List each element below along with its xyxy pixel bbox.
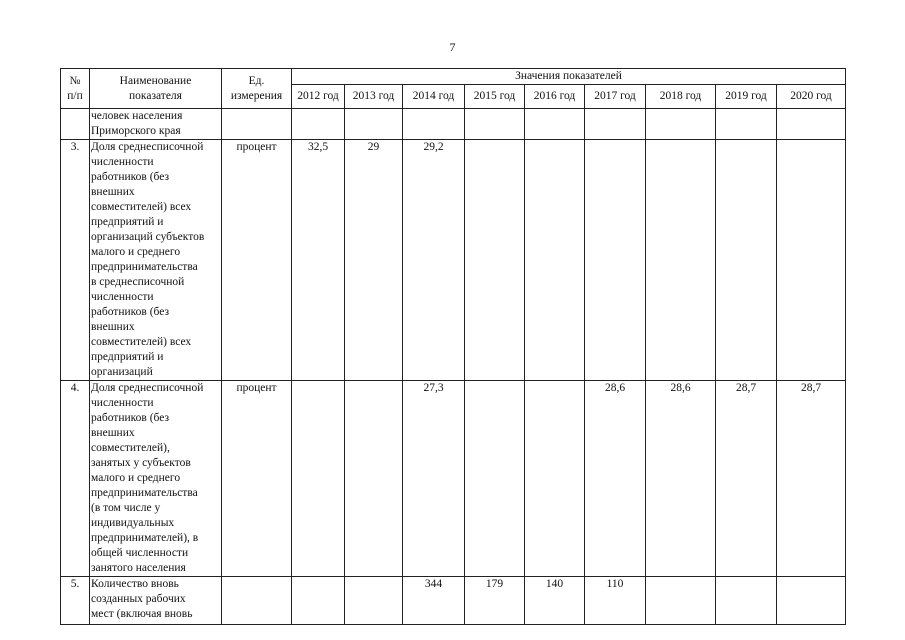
header-year-2015: 2015 год (465, 85, 525, 109)
value-cell (646, 140, 716, 381)
unit-cell: процент (222, 140, 292, 381)
value-cell (403, 109, 465, 140)
header-unit (222, 69, 292, 109)
value-cell (292, 381, 345, 577)
table-row (61, 381, 846, 577)
indicator-name-line: предприятий и (91, 351, 164, 363)
value-cell (646, 577, 716, 625)
indicator-name-line: предпринимательства (91, 487, 198, 499)
indicator-name-line: работников (без (91, 306, 170, 318)
indicator-name-line: (в том числе у (91, 502, 161, 514)
value-cell: 140 (525, 577, 585, 625)
header-num-line1: № (69, 74, 81, 87)
indicator-name-line: численности (91, 397, 154, 409)
header-unit-line1: Ед. (248, 74, 265, 87)
value-cell: 28,7 (777, 381, 846, 577)
indicator-name-line: занятого населения (91, 562, 186, 574)
value-cell (716, 140, 777, 381)
indicator-name-line: работников (без (91, 412, 170, 424)
table-row (61, 109, 846, 140)
value-cell (345, 381, 403, 577)
header-year-2018: 2018 год (646, 85, 716, 109)
value-cell (465, 140, 525, 381)
indicator-name-line: организаций субъектов (91, 231, 205, 243)
table-row (61, 577, 846, 625)
unit-cell: процент (222, 381, 292, 577)
header-name-line2: показателя (129, 89, 182, 102)
value-cell: 28,6 (585, 381, 646, 577)
indicator-name-line: численности (91, 156, 154, 168)
indicator-name-line: малого и среднего (91, 246, 181, 258)
value-cell (525, 381, 585, 577)
indicator-name (90, 577, 222, 625)
value-cell (345, 109, 403, 140)
indicator-name-line: внешних (91, 186, 135, 198)
header-year-2016: 2016 год (525, 85, 585, 109)
row-number: 5. (61, 577, 90, 625)
indicator-name-line: Доля среднесписочной (91, 141, 204, 153)
value-cell: 29,2 (403, 140, 465, 381)
indicator-name-line: совместителей) всех (91, 201, 192, 213)
indicator-name-line: предпринимателей), в (91, 532, 199, 544)
header-year-2013: 2013 год (345, 85, 403, 109)
unit-cell (222, 577, 292, 625)
value-cell (465, 381, 525, 577)
value-cell: 110 (585, 577, 646, 625)
header-year-2019: 2019 год (716, 85, 777, 109)
header-year-2020: 2020 год (777, 85, 846, 109)
unit-cell (222, 109, 292, 140)
row-number: 3. (61, 140, 90, 381)
header-values-group: Значения показателей (292, 69, 846, 85)
indicator-name-line: созданных рабочих (91, 593, 186, 605)
value-cell (777, 140, 846, 381)
value-cell (525, 140, 585, 381)
row-number (61, 109, 90, 140)
indicator-name-line: внешних (91, 321, 135, 333)
indicator-name-line: внешних (91, 427, 135, 439)
indicator-name-line: мест (включая вновь (91, 608, 193, 620)
indicator-name (90, 109, 222, 140)
value-cell (716, 109, 777, 140)
header-year-2012: 2012 год (292, 85, 345, 109)
header-year-2017: 2017 год (585, 85, 646, 109)
indicator-name-line: Доля среднесписочной (91, 382, 204, 394)
indicator-name-line: индивидуальных (91, 517, 175, 529)
value-cell: 29 (345, 140, 403, 381)
value-cell (585, 140, 646, 381)
value-cell: 32,5 (292, 140, 345, 381)
header-unit-line2: измерения (230, 89, 283, 102)
indicator-name-line: предприятий и (91, 216, 164, 228)
indicator-name-line: предпринимательства (91, 261, 198, 273)
value-cell (777, 109, 846, 140)
header-name-line1: Наименование (119, 74, 192, 87)
value-cell (465, 109, 525, 140)
value-cell (585, 109, 646, 140)
indicator-name-line: в среднесписочной (91, 276, 185, 288)
value-cell (646, 109, 716, 140)
value-cell (345, 577, 403, 625)
indicator-name-line: человек населения (91, 110, 183, 122)
header-year-2014: 2014 год (403, 85, 465, 109)
value-cell (292, 577, 345, 625)
indicator-name-line: занятых у субъектов (91, 457, 191, 469)
header-num-line2: п/п (67, 89, 83, 102)
page-number: 7 (449, 40, 456, 54)
value-cell (716, 577, 777, 625)
value-cell: 179 (465, 577, 525, 625)
value-cell (292, 109, 345, 140)
value-cell: 27,3 (403, 381, 465, 577)
indicator-name-line: Приморского края (91, 125, 181, 137)
indicator-name-line: совместителей), (91, 442, 170, 454)
indicator-name-line: совместителей) всех (91, 336, 192, 348)
value-cell (525, 109, 585, 140)
indicator-name-line: малого и среднего (91, 472, 181, 484)
value-cell: 344 (403, 577, 465, 625)
indicator-name (90, 140, 222, 381)
value-cell (777, 577, 846, 625)
row-number: 4. (61, 381, 90, 577)
indicator-name-line: организаций (91, 366, 153, 378)
indicator-name-line: работников (без (91, 171, 170, 183)
value-cell: 28,7 (716, 381, 777, 577)
header-num (61, 69, 90, 109)
indicator-name (90, 381, 222, 577)
value-cell: 28,6 (646, 381, 716, 577)
table-row (61, 140, 846, 381)
indicator-name-line: общей численности (91, 547, 189, 559)
indicator-name-line: Количество вновь (91, 578, 179, 590)
header-name (90, 69, 222, 109)
indicator-name-line: численности (91, 291, 154, 303)
indicators-table (60, 68, 846, 625)
